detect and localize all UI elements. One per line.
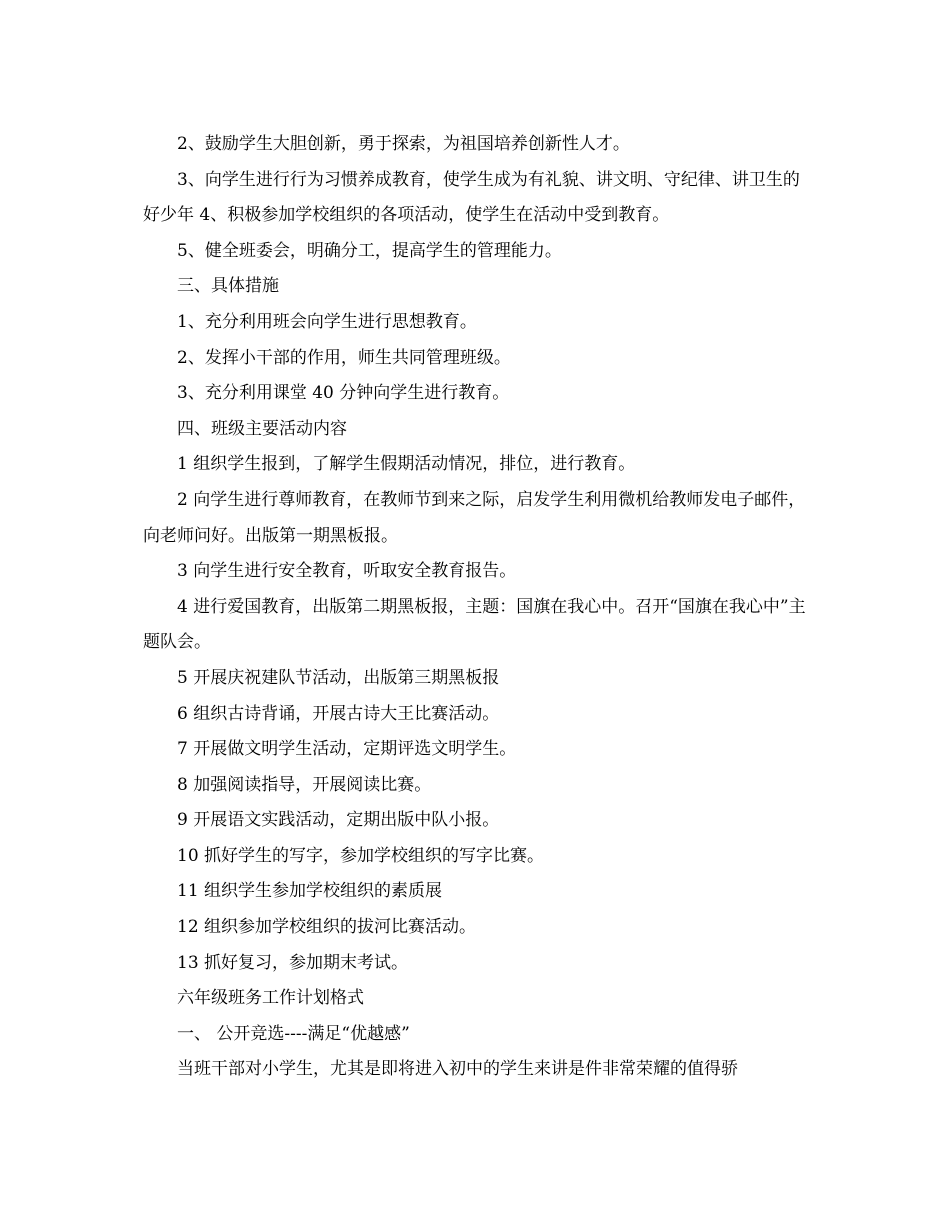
paragraph: 5、健全班委会，明确分工，提高学生的管理能力。 <box>177 240 562 261</box>
paragraph: 2 向学生进行尊师教育，在教师节到来之际，启发学生利用微机给教师发电子邮件，向老师问好。出版第一期黑板报。 <box>143 489 806 546</box>
paragraph: 1 组织学生报到，了解学生假期活动情况，排位，进行教育。 <box>177 454 636 475</box>
paragraph: 2、鼓励学生大胆创新，勇于探索，为祖国培养创新性人才。 <box>177 134 630 154</box>
paragraph: 1、充分利用班会向学生进行思想教育。 <box>177 311 477 332</box>
paragraph: 10 抓好学生的写字，参加学校组织的写字比赛。 <box>177 845 545 866</box>
paragraph: 8 加强阅读指导，开展阅读比赛。 <box>177 774 432 795</box>
document-body <box>143 127 813 1088</box>
section-heading: 三、具体措施 <box>177 276 279 297</box>
section-heading: 一、 公开竞选----满足“优越感” <box>177 1023 410 1044</box>
paragraph: 2、发挥小干部的作用，师生共同管理班级。 <box>177 347 511 368</box>
section-heading: 四、班级主要活动内容 <box>177 418 347 439</box>
paragraph: 6 组织古诗背诵，开展古诗大王比赛活动。 <box>177 703 500 724</box>
paragraph: 12 组织参加学校组织的拔河比赛活动。 <box>177 917 477 938</box>
paragraph: 11 组织学生参加学校组织的素质展 <box>177 881 443 902</box>
section-heading: 六年级班务工作计划格式 <box>177 988 364 1009</box>
paragraph: 9 开展语文实践活动，定期出版中队小报。 <box>177 810 500 831</box>
paragraph: 3 向学生进行安全教育，听取安全教育报告。 <box>177 561 517 582</box>
paragraph: 13 抓好复习，参加期末考试。 <box>177 952 409 973</box>
paragraph: 5 开展庆祝建队节活动，出版第三期黑板报 <box>177 667 500 688</box>
paragraph: 3、充分利用课堂 40 分钟向学生进行教育。 <box>177 383 510 404</box>
paragraph: 4 进行爱国教育，出版第二期黑板报，主题：国旗在我心中。召开“国旗在我心中”主题队会。 <box>143 596 806 653</box>
paragraph: 3、向学生进行行为习惯养成教育，使学生成为有礼貌、讲文明、守纪律、讲卫生的好少年 4、积极参加学校组织的各项活动，使学生在活动中受到教育。 <box>143 169 800 226</box>
paragraph: 当班干部对小学生，尤其是即将进入初中的学生来讲是件非常荣耀的值得骄 <box>177 1059 738 1080</box>
paragraph: 7 开展做文明学生活动，定期评选文明学生。 <box>177 739 517 760</box>
